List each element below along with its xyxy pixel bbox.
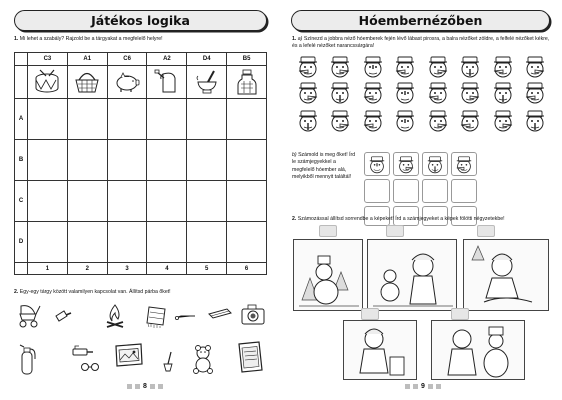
column-header: B5 — [227, 53, 267, 66]
column-header: D4 — [187, 53, 227, 66]
column-picture — [227, 66, 267, 99]
grid-cell[interactable] — [28, 181, 68, 222]
grid-cell[interactable] — [67, 181, 107, 222]
snowman-head-icon — [365, 153, 389, 175]
snowman-head-icon — [358, 54, 388, 78]
right-page — [281, 0, 562, 400]
painting-icon[interactable] — [114, 342, 144, 368]
snowman-row — [293, 80, 550, 104]
scarf-icon[interactable] — [146, 304, 168, 328]
grid-cell[interactable] — [187, 222, 227, 263]
snowman-head-icon — [325, 54, 355, 78]
column-picture — [147, 66, 187, 99]
row-label: C — [15, 181, 28, 222]
picture-panel — [343, 320, 417, 380]
grid-cell[interactable] — [187, 181, 227, 222]
column-picture — [107, 66, 147, 99]
picture-panel — [293, 239, 363, 311]
snowman-head-icon — [358, 80, 388, 104]
snowman-head-icon — [390, 80, 420, 104]
count-header-cell — [422, 152, 448, 176]
column-number: 4 — [147, 263, 187, 275]
grid-corner — [15, 263, 28, 275]
matches-icon[interactable] — [207, 306, 233, 322]
grid-cell[interactable] — [147, 222, 187, 263]
grid-cell[interactable] — [107, 181, 147, 222]
watering-can-icon — [152, 68, 182, 96]
glasses-icon[interactable] — [80, 362, 100, 372]
grid-cell[interactable] — [227, 181, 267, 222]
column-picture — [67, 66, 107, 99]
number-box[interactable] — [451, 308, 469, 320]
count-answer-cell[interactable] — [393, 179, 419, 203]
snowman-head-icon — [455, 80, 485, 104]
snowman-head-icon — [423, 80, 453, 104]
picture-panel — [367, 239, 457, 311]
task-1-instruction: 1. Mi lehet a szabály? Rajzold be a tárgyakat a megfelelő helyre! — [14, 36, 163, 42]
task-2-instruction: 2. Egy-egy tárgy között valamilyen kapcsolat van. Állítsd párba őket! — [14, 289, 171, 295]
grid-cell[interactable] — [67, 222, 107, 263]
grid-cell[interactable] — [107, 99, 147, 140]
snowman-head-icon — [455, 108, 485, 132]
book-icon[interactable] — [236, 340, 264, 374]
column-number: 3 — [107, 263, 147, 275]
grid-cell[interactable] — [28, 99, 68, 140]
number-box[interactable] — [477, 225, 495, 237]
snowman-head-icon — [455, 54, 485, 78]
snowman-head-icon — [423, 54, 453, 78]
snowman-head-icon — [488, 108, 518, 132]
snowman-head-icon — [423, 108, 453, 132]
snowman-head-icon — [390, 54, 420, 78]
snowman-head-icon — [394, 153, 418, 175]
column-header: A2 — [147, 53, 187, 66]
grid-cell[interactable] — [147, 140, 187, 181]
column-number: 5 — [187, 263, 227, 275]
snowman-head-icon — [488, 54, 518, 78]
column-header: C3 — [28, 53, 68, 66]
stroller-icon[interactable] — [16, 302, 42, 330]
grid-cell[interactable] — [147, 181, 187, 222]
task-1a-instruction: 1. a) Színezd a jobbra néző hóemberek fején lévő lábast pirosra, a balra nézőket zöldre, a felfelé nézőket kékre, és a lefelé nézőket narancssárgára! — [292, 36, 550, 49]
snowman-head-icon — [390, 108, 420, 132]
snowman-head-icon — [423, 153, 447, 175]
number-box[interactable] — [319, 225, 337, 237]
count-answer-cell[interactable] — [451, 179, 477, 203]
grid-corner — [15, 66, 28, 99]
count-answer-cell[interactable] — [422, 179, 448, 203]
camera-icon[interactable] — [240, 302, 266, 328]
page-number: 8 — [127, 383, 163, 390]
drum-icon — [32, 68, 62, 96]
task-1b-instruction: b) Számold is meg őket! Írd le számjegyekkel a megfelelő hóember alá, melyikből mennyit találtál! — [292, 152, 356, 181]
grid-cell[interactable] — [187, 99, 227, 140]
row-label: D — [15, 222, 28, 263]
grid-cell[interactable] — [227, 99, 267, 140]
ruler-icon[interactable] — [174, 312, 196, 322]
page-title: Hóembernézőben — [291, 10, 550, 31]
jar-icon — [232, 68, 262, 96]
page-title: Játékos logika — [14, 10, 267, 31]
snowman-head-icon — [293, 108, 323, 132]
task-2-instruction: 2. Számozással állítsd sorrendbe a képeket! Írd a számjegyeket a képek fölötti négyzetekbe! — [292, 216, 505, 222]
count-table — [364, 152, 477, 226]
grid-cell[interactable] — [187, 140, 227, 181]
trowel-icon[interactable] — [54, 308, 72, 324]
snowman-head-icon — [520, 108, 550, 132]
column-header: C6 — [107, 53, 147, 66]
number-box[interactable] — [361, 308, 379, 320]
row-label: B — [15, 140, 28, 181]
grid-cell[interactable] — [227, 222, 267, 263]
snowman-row — [293, 108, 550, 132]
column-picture — [28, 66, 68, 99]
row-label: A — [15, 99, 28, 140]
column-picture — [187, 66, 227, 99]
basket-icon — [72, 68, 102, 96]
grid-cell[interactable] — [28, 140, 68, 181]
grid-cell[interactable] — [67, 99, 107, 140]
grid-cell[interactable] — [28, 222, 68, 263]
grid-cell[interactable] — [107, 222, 147, 263]
grid-corner — [15, 53, 28, 66]
grid-cell[interactable] — [147, 99, 187, 140]
objects-area — [14, 300, 267, 380]
snowman-head-icon — [293, 80, 323, 104]
picture-panel — [463, 239, 549, 311]
snowman-head-icon — [293, 54, 323, 78]
teddy-bear-icon[interactable] — [190, 344, 216, 374]
column-number: 6 — [227, 263, 267, 275]
grid-cell[interactable] — [67, 140, 107, 181]
number-box[interactable] — [386, 225, 404, 237]
ball-pump-icon[interactable] — [72, 344, 94, 360]
column-number: 1 — [28, 263, 68, 275]
count-header-cell — [393, 152, 419, 176]
snowman-row — [293, 54, 550, 78]
column-number: 2 — [67, 263, 107, 275]
grid-cell[interactable] — [107, 140, 147, 181]
snowman-head-icon — [520, 54, 550, 78]
campfire-icon[interactable] — [104, 303, 126, 329]
piggy-bank-icon — [112, 68, 142, 96]
grid-cell[interactable] — [227, 140, 267, 181]
snowman-head-icon — [520, 80, 550, 104]
mortar-icon — [192, 68, 222, 96]
snowman-head-icon — [325, 108, 355, 132]
fire-extinguisher-icon[interactable] — [18, 344, 36, 376]
snowman-head-icon — [452, 153, 476, 175]
snowman-head-icon — [488, 80, 518, 104]
sand-bucket-icon[interactable] — [162, 350, 176, 372]
column-header: A1 — [67, 53, 107, 66]
count-header-cell — [364, 152, 390, 176]
count-header-cell — [451, 152, 477, 176]
page-number: 9 — [405, 383, 441, 390]
picture-panel — [431, 320, 525, 380]
snowman-head-icon — [325, 80, 355, 104]
count-answer-cell[interactable] — [364, 179, 390, 203]
snowman-head-icon — [358, 108, 388, 132]
logic-grid — [14, 52, 267, 275]
